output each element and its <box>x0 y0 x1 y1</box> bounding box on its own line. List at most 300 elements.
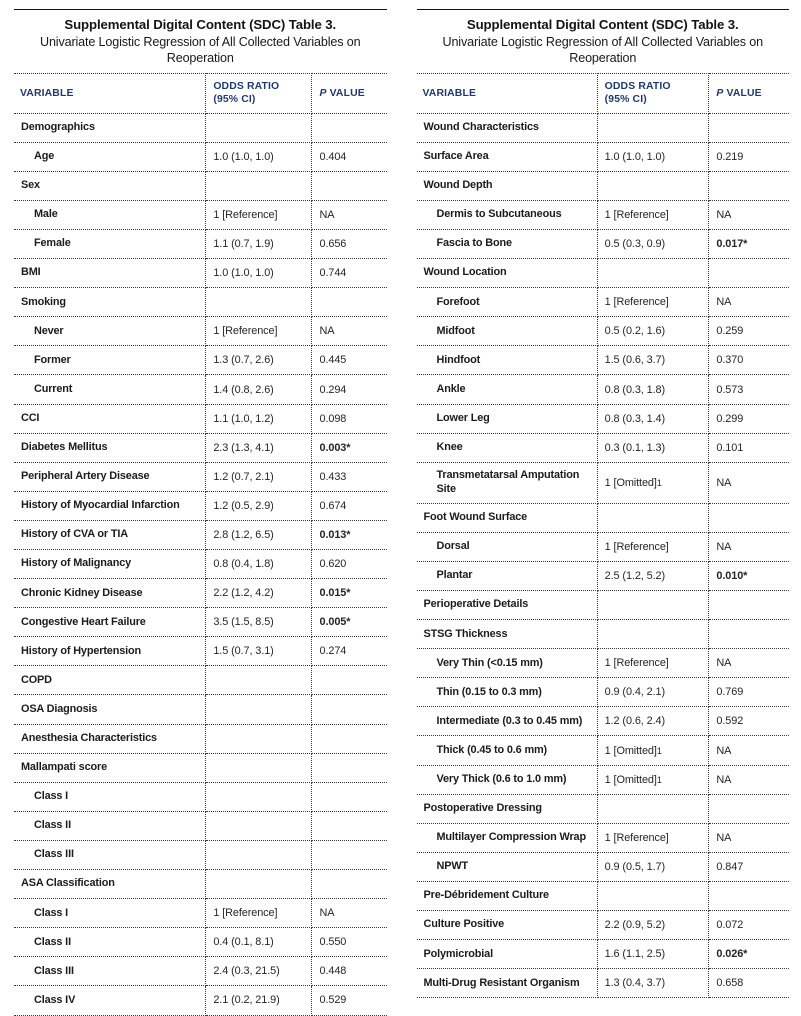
cell-variable <box>417 736 598 765</box>
p-value: NA <box>312 206 386 224</box>
table-row <box>14 637 387 666</box>
cell-p-value <box>709 229 789 258</box>
cell-odds-ratio <box>206 404 312 433</box>
column-header-odds-ratio-lines <box>598 76 709 110</box>
cell-variable <box>417 346 598 375</box>
cell-variable <box>14 637 206 666</box>
odds-ratio-line-2: (95% CI) <box>605 93 704 106</box>
table-row <box>417 375 790 404</box>
odds-ratio-value: 1.0 (1.0, 1.0) <box>206 264 311 282</box>
variable-label: Class IV <box>14 991 205 1010</box>
cell-p-value <box>312 695 387 724</box>
odds-ratio-value: 1 [Reference] <box>598 654 709 672</box>
variable-label: History of Myocardial Infarction <box>14 496 205 515</box>
cell-variable <box>14 433 206 462</box>
odds-ratio-value <box>206 881 311 887</box>
p-value: 0.592 <box>709 712 789 730</box>
column-header-variable-label: VARIABLE <box>417 83 597 104</box>
cell-p-value <box>312 550 387 579</box>
odds-ratio-value <box>206 852 311 858</box>
p-value: 0.573 <box>709 381 789 399</box>
variable-label: Pre-Débridement Culture <box>417 886 597 905</box>
cell-p-value <box>709 404 789 433</box>
variable-label: Multi-Drug Resistant Organism <box>417 974 597 993</box>
p-value: 0.026* <box>709 945 789 963</box>
odds-ratio-value: 0.8 (0.3, 1.4) <box>598 410 709 428</box>
cell-odds-ratio <box>206 695 312 724</box>
table-title: Supplemental Digital Content (SDC) Table 3. <box>14 17 387 34</box>
variable-label: Wound Location <box>417 263 597 282</box>
variable-label: Demographics <box>14 118 205 137</box>
p-value: 0.015* <box>312 584 386 602</box>
p-value <box>709 183 789 189</box>
table-header-row <box>14 73 387 113</box>
table-row <box>14 870 387 899</box>
top-rule <box>417 9 790 10</box>
p-value: 0.101 <box>709 439 789 457</box>
table-row <box>14 375 387 404</box>
odds-ratio-value: 1.3 (0.7, 2.6) <box>206 351 311 369</box>
cell-variable <box>14 229 206 258</box>
odds-ratio-value <box>598 806 709 812</box>
p-value <box>312 794 386 800</box>
cell-variable <box>14 259 206 288</box>
p-value: 0.448 <box>312 962 386 980</box>
odds-ratio-value <box>598 602 709 608</box>
p-value: 0.017* <box>709 235 789 253</box>
odds-ratio-value: 2.8 (1.2, 6.5) <box>206 526 311 544</box>
cell-odds-ratio <box>206 462 312 491</box>
variable-label: History of CVA or TIA <box>14 525 205 544</box>
cell-variable <box>14 870 206 899</box>
cell-odds-ratio <box>206 317 312 346</box>
p-value <box>709 631 789 637</box>
p-value: 0.656 <box>312 235 386 253</box>
cell-odds-ratio <box>597 649 709 678</box>
cell-variable <box>417 591 598 620</box>
table-row <box>14 928 387 957</box>
table-row <box>14 462 387 491</box>
cell-odds-ratio <box>206 550 312 579</box>
cell-odds-ratio <box>206 346 312 375</box>
cell-p-value <box>709 561 789 590</box>
cell-p-value <box>709 707 789 736</box>
p-value: 0.259 <box>709 322 789 340</box>
odds-ratio-value <box>598 631 709 637</box>
variable-label: NPWT <box>417 857 597 876</box>
cell-variable <box>417 259 598 288</box>
cell-p-value <box>709 200 789 229</box>
variable-label: Knee <box>417 438 597 457</box>
cell-p-value <box>709 620 789 649</box>
cell-odds-ratio <box>597 707 709 736</box>
column-header-variable <box>14 73 206 113</box>
cell-p-value <box>312 491 387 520</box>
p-value: NA <box>709 538 789 556</box>
cell-variable <box>417 649 598 678</box>
cell-variable <box>417 375 598 404</box>
cell-variable <box>417 532 598 561</box>
cell-variable <box>14 957 206 986</box>
p-value: 0.370 <box>709 351 789 369</box>
cell-p-value <box>709 794 789 823</box>
p-value: 0.003* <box>312 439 386 457</box>
variable-label: Diabetes Mellitus <box>14 438 205 457</box>
odds-ratio-value: 3.5 (1.5, 8.5) <box>206 613 311 631</box>
cell-odds-ratio <box>206 113 312 142</box>
column-header-odds-ratio-lines <box>206 76 311 110</box>
cell-variable <box>14 491 206 520</box>
top-rule <box>14 9 387 10</box>
variable-label: Class III <box>14 845 205 864</box>
table-row <box>14 782 387 811</box>
table-row <box>14 113 387 142</box>
odds-ratio-value: 1 [Reference] <box>598 538 709 556</box>
cell-odds-ratio <box>206 637 312 666</box>
table-row <box>14 986 387 1015</box>
table-row <box>417 433 790 462</box>
cell-odds-ratio <box>597 346 709 375</box>
cell-odds-ratio <box>597 462 709 503</box>
variable-label: Perioperative Details <box>417 595 597 614</box>
p-value: 0.010* <box>709 567 789 585</box>
cell-p-value <box>312 637 387 666</box>
p-value: NA <box>709 474 789 492</box>
odds-ratio-value: 0.5 (0.2, 1.6) <box>598 322 709 340</box>
odds-ratio-value <box>598 183 709 189</box>
cell-odds-ratio <box>597 736 709 765</box>
cell-odds-ratio <box>597 200 709 229</box>
cell-p-value <box>312 229 387 258</box>
cell-odds-ratio <box>206 724 312 753</box>
variable-label: Intermediate (0.3 to 0.45 mm) <box>417 712 597 731</box>
cell-p-value <box>312 288 387 317</box>
variable-label: Culture Positive <box>417 915 597 934</box>
cell-odds-ratio <box>597 317 709 346</box>
p-value: 0.445 <box>312 351 386 369</box>
odds-ratio-value: 0.9 (0.4, 2.1) <box>598 683 709 701</box>
cell-p-value <box>709 259 789 288</box>
odds-ratio-line-2: (95% CI) <box>213 93 306 106</box>
variable-label: Ankle <box>417 380 597 399</box>
cell-p-value <box>312 433 387 462</box>
p-value: 0.404 <box>312 148 386 166</box>
cell-p-value <box>709 852 789 881</box>
p-value: 0.433 <box>312 468 386 486</box>
table-row <box>14 317 387 346</box>
cell-variable <box>14 782 206 811</box>
p-value: NA <box>709 771 789 789</box>
cell-variable <box>417 823 598 852</box>
variable-label: Dermis to Subcutaneous <box>417 205 597 224</box>
odds-ratio-value <box>206 125 311 131</box>
cell-variable <box>14 986 206 1015</box>
cell-odds-ratio <box>597 229 709 258</box>
table-row <box>417 288 790 317</box>
cell-p-value <box>709 881 789 910</box>
cell-odds-ratio <box>597 503 709 532</box>
p-value <box>709 602 789 608</box>
cell-variable <box>14 550 206 579</box>
odds-ratio-value: 1.4 (0.8, 2.6) <box>206 381 311 399</box>
variable-label: Surface Area <box>417 147 597 166</box>
cell-variable <box>417 462 598 503</box>
cell-variable <box>417 229 598 258</box>
variable-label: STSG Thickness <box>417 625 597 644</box>
p-value <box>312 881 386 887</box>
cell-p-value <box>312 870 387 899</box>
table-row <box>14 695 387 724</box>
table-row <box>417 142 790 171</box>
cell-odds-ratio <box>206 840 312 869</box>
cell-odds-ratio <box>597 288 709 317</box>
table-row <box>14 288 387 317</box>
table-row <box>14 811 387 840</box>
odds-ratio-value: 1 [Reference] <box>206 322 311 340</box>
p-value: NA <box>709 654 789 672</box>
table-row <box>417 911 790 940</box>
table-row <box>417 881 790 910</box>
odds-ratio-value <box>206 823 311 829</box>
cell-odds-ratio <box>206 520 312 549</box>
variable-label: Chronic Kidney Disease <box>14 584 205 603</box>
table-row <box>14 957 387 986</box>
cell-p-value <box>709 969 789 998</box>
cell-variable <box>14 288 206 317</box>
cell-odds-ratio <box>206 870 312 899</box>
column-header-variable <box>417 73 598 113</box>
odds-ratio-value <box>206 765 311 771</box>
odds-ratio-value <box>206 183 311 189</box>
cell-p-value <box>312 957 387 986</box>
cell-variable <box>14 724 206 753</box>
variable-label: Peripheral Artery Disease <box>14 467 205 486</box>
table-row <box>417 200 790 229</box>
cell-odds-ratio <box>597 404 709 433</box>
variable-label: Smoking <box>14 293 205 312</box>
p-value-word: VALUE <box>724 88 762 99</box>
odds-ratio-value <box>598 515 709 521</box>
p-value: 0.219 <box>709 148 789 166</box>
odds-ratio-value <box>598 270 709 276</box>
table-subtitle: Univariate Logistic Regression of All Collected Variables on Reoperation <box>14 35 387 67</box>
p-value <box>312 677 386 683</box>
cell-variable <box>14 899 206 928</box>
variable-label: Hindfoot <box>417 351 597 370</box>
odds-ratio-value: 0.8 (0.3, 1.8) <box>598 381 709 399</box>
table-row <box>417 561 790 590</box>
variable-label: History of Malignancy <box>14 554 205 573</box>
variable-label: Class III <box>14 962 205 981</box>
cell-odds-ratio <box>206 171 312 200</box>
variable-label: Forefoot <box>417 293 597 312</box>
cell-variable <box>14 928 206 957</box>
p-value: 0.744 <box>312 264 386 282</box>
cell-variable <box>417 171 598 200</box>
odds-ratio-value: 1.2 (0.5, 2.9) <box>206 497 311 515</box>
p-value: 0.072 <box>709 916 789 934</box>
table-header-row <box>417 73 790 113</box>
cell-p-value <box>312 899 387 928</box>
cell-variable <box>14 811 206 840</box>
table-row <box>417 404 790 433</box>
footnote-marker: 1 <box>657 478 662 488</box>
cell-odds-ratio <box>597 561 709 590</box>
table-row <box>417 113 790 142</box>
cell-variable <box>14 840 206 869</box>
p-value <box>709 893 789 899</box>
cell-p-value <box>709 940 789 969</box>
cell-odds-ratio <box>206 288 312 317</box>
p-value: 0.013* <box>312 526 386 544</box>
p-value: 0.674 <box>312 497 386 515</box>
cell-variable <box>14 317 206 346</box>
p-value: 0.658 <box>709 974 789 992</box>
cell-p-value <box>709 288 789 317</box>
table-row <box>417 765 790 794</box>
odds-ratio-value: 1 [Reference] <box>598 206 709 224</box>
cell-variable <box>417 113 598 142</box>
footnote-marker: 1 <box>657 746 662 756</box>
odds-ratio-line-1: ODDS RATIO <box>213 80 306 93</box>
cell-variable <box>417 620 598 649</box>
p-value <box>312 823 386 829</box>
p-value: 0.005* <box>312 613 386 631</box>
cell-variable <box>417 881 598 910</box>
cell-variable <box>14 666 206 695</box>
cell-p-value <box>312 811 387 840</box>
column-header-p-value-label <box>312 83 386 104</box>
cell-p-value <box>312 200 387 229</box>
cell-odds-ratio <box>597 940 709 969</box>
p-value: NA <box>709 742 789 760</box>
variable-label: Wound Characteristics <box>417 118 597 137</box>
cell-p-value <box>312 375 387 404</box>
cell-odds-ratio <box>597 532 709 561</box>
table-row <box>417 229 790 258</box>
cell-odds-ratio <box>597 881 709 910</box>
cell-p-value <box>312 840 387 869</box>
table-row <box>417 649 790 678</box>
variable-label: Anesthesia Characteristics <box>14 729 205 748</box>
cell-variable <box>417 852 598 881</box>
cell-odds-ratio <box>597 678 709 707</box>
table-row <box>14 608 387 637</box>
cell-variable <box>14 171 206 200</box>
cell-variable <box>14 375 206 404</box>
cell-variable <box>417 288 598 317</box>
cell-variable <box>14 695 206 724</box>
variable-label: Age <box>14 147 205 166</box>
variable-label: Class II <box>14 933 205 952</box>
odds-ratio-value: 1.6 (1.1, 2.5) <box>598 945 709 963</box>
odds-ratio-value <box>598 893 709 899</box>
p-value: 0.274 <box>312 642 386 660</box>
cell-p-value <box>709 462 789 503</box>
table-row <box>417 620 790 649</box>
cell-odds-ratio <box>597 794 709 823</box>
table-row <box>14 142 387 171</box>
table-row <box>417 171 790 200</box>
cell-odds-ratio <box>206 375 312 404</box>
cell-odds-ratio <box>597 433 709 462</box>
variable-label: Multilayer Compression Wrap <box>417 828 597 847</box>
odds-ratio-value: 0.5 (0.3, 0.9) <box>598 235 709 253</box>
cell-p-value <box>312 462 387 491</box>
odds-ratio-value: 2.2 (0.9, 5.2) <box>598 916 709 934</box>
cell-odds-ratio <box>206 608 312 637</box>
odds-ratio-value <box>206 299 311 305</box>
odds-ratio-value: 1 [Omitted]1 <box>598 474 709 492</box>
p-symbol: P <box>716 88 723 99</box>
p-value: NA <box>709 829 789 847</box>
cell-odds-ratio <box>206 200 312 229</box>
variable-label: BMI <box>14 263 205 282</box>
cell-odds-ratio <box>597 591 709 620</box>
cell-odds-ratio <box>206 957 312 986</box>
variable-label: Transmetatarsal Amputation Site <box>417 466 597 499</box>
cell-p-value <box>709 591 789 620</box>
cell-odds-ratio <box>597 765 709 794</box>
cell-variable <box>417 404 598 433</box>
odds-ratio-value <box>206 736 311 742</box>
p-value: NA <box>709 293 789 311</box>
cell-variable <box>14 608 206 637</box>
odds-ratio-value: 1 [Omitted]1 <box>598 742 709 760</box>
cell-odds-ratio <box>597 171 709 200</box>
p-value <box>709 806 789 812</box>
odds-ratio-value: 2.4 (0.3, 21.5) <box>206 962 311 980</box>
odds-ratio-value: 0.9 (0.5, 1.7) <box>598 858 709 876</box>
cell-p-value <box>312 520 387 549</box>
odds-ratio-value: 1 [Reference] <box>598 829 709 847</box>
table-row <box>417 317 790 346</box>
table-row <box>14 550 387 579</box>
p-value <box>312 125 386 131</box>
cell-p-value <box>709 678 789 707</box>
cell-variable <box>14 753 206 782</box>
cell-variable <box>14 113 206 142</box>
cell-p-value <box>709 113 789 142</box>
table-title: Supplemental Digital Content (SDC) Table 3. <box>417 17 790 34</box>
table-row <box>14 520 387 549</box>
variable-label: Former <box>14 351 205 370</box>
column-header-variable-label: VARIABLE <box>14 83 205 104</box>
column-header-p-value-label <box>709 83 789 104</box>
column-header-odds-ratio <box>206 73 312 113</box>
odds-ratio-value: 1.5 (0.7, 3.1) <box>206 642 311 660</box>
cell-p-value <box>312 113 387 142</box>
variable-label: Foot Wound Surface <box>417 508 597 527</box>
cell-variable <box>417 765 598 794</box>
cell-variable <box>14 142 206 171</box>
cell-odds-ratio <box>597 823 709 852</box>
table-row <box>14 579 387 608</box>
table-row <box>417 707 790 736</box>
cell-p-value <box>709 911 789 940</box>
table-row <box>14 753 387 782</box>
regression-table-left <box>14 73 387 1016</box>
p-value: 0.769 <box>709 683 789 701</box>
cell-odds-ratio <box>206 229 312 258</box>
variable-label: Sex <box>14 176 205 195</box>
odds-ratio-value: 2.1 (0.2, 21.9) <box>206 991 311 1009</box>
variable-label: OSA Diagnosis <box>14 700 205 719</box>
cell-odds-ratio <box>206 928 312 957</box>
cell-p-value <box>312 142 387 171</box>
cell-variable <box>417 678 598 707</box>
cell-p-value <box>709 317 789 346</box>
